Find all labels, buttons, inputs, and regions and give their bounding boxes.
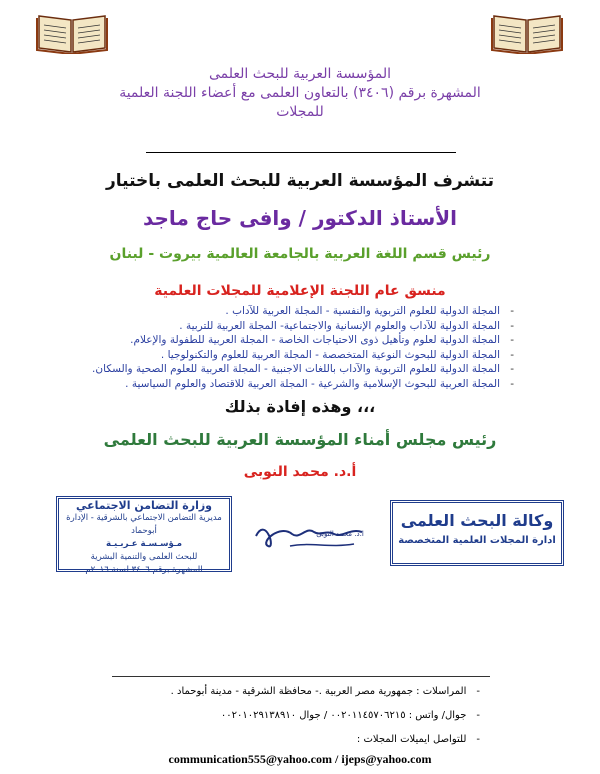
bullet: - bbox=[476, 686, 480, 697]
open-book-icon bbox=[490, 6, 564, 54]
footer-address: -المراسلات : جمهورية مصر العربية .- محافظة الشرقية - مدينة أبوحماد . bbox=[170, 686, 480, 697]
open-book-icon bbox=[35, 6, 109, 54]
stamp-line: وزارة التضامن الاجتماعي bbox=[75, 499, 213, 512]
honoree-position: رئيس قسم اللغة العربية بالجامعة العالمية بيروت - لبنان bbox=[109, 246, 491, 262]
stamp-line: للبحث العلمى والتنمية البشرية bbox=[90, 552, 198, 562]
header-registration: المشهرة برقم (٣٤٠٦) بالتعاون العلمى مع أعضاء اللجنة العلمية bbox=[119, 85, 481, 101]
stamp-line: المشهرة برقم ٣٤٠٦ لسنة ٢٠١٦م bbox=[85, 565, 203, 575]
footer-emails[interactable]: communication555@yahoo.com / ijeps@yahoo.com bbox=[168, 752, 432, 766]
signer-name: أ.د. محمد النوبى bbox=[243, 464, 357, 480]
header-org-name: المؤسسة العربية للبحث العلمى bbox=[208, 66, 392, 82]
list-item: - المجلة الدولية للعلوم التربوية والنفسية - المجلة العربية للآداب . bbox=[225, 305, 514, 317]
signature-label: ا.د. محمد النوبى bbox=[316, 530, 364, 538]
stamp-line: مديرية التضامن الاجتماعي بالشرقية - الإدارة أبوحماد bbox=[66, 513, 222, 536]
list-item: - المجلة الدولية للعلوم التربوية والآداب باللغات الاجنبية - المجلة العربية للعلوم الصحية والسكان. bbox=[92, 363, 514, 375]
header-journals: للمجلات bbox=[276, 104, 324, 120]
list-item: - المجلة الدولية للبحوث النوعية المتخصصة - المجلة العربية للعلوم والتكنولوجيا . bbox=[160, 348, 514, 361]
council-title: رئيس مجلس أمناء المؤسسة العربية للبحث العلمى bbox=[103, 430, 497, 449]
bullet: - bbox=[476, 734, 480, 745]
stamp-line: ادارة المجلات العلمية المتخصصة bbox=[398, 535, 556, 546]
ministry-stamp bbox=[56, 496, 232, 575]
list-item: - المجلة الدولية لعلوم وتأهيل ذوى الاحتياجات الخاصة - المجلة العربية للطفولة والإعلام. bbox=[130, 334, 514, 346]
list-item: - المجلة الدولية للآداب والعلوم الإنسانية والاجتماعية- المجلة العربية للتربية . bbox=[179, 319, 514, 332]
research-agency-stamp bbox=[390, 500, 564, 566]
honoree-name: الأستاذ الدكتور / وافى حاج ماجد bbox=[142, 206, 458, 230]
footer-phones: -جوال/ واتس : ٠٠٢٠١١٤٥٧٠٦٢١٥ / جوال ٠٠٢٠١٠٢٩١٣٨٩١٠ bbox=[220, 710, 480, 721]
footer-divider bbox=[112, 676, 490, 677]
stamp-line: وكالة البحث العلمى bbox=[400, 511, 554, 530]
list-item: - المجلة العربية للبحوث الإسلامية والشرعية - المجلة العربية للاقتصاد والعلوم السياسية . bbox=[125, 377, 514, 390]
journals-list bbox=[44, 304, 514, 391]
closing-text: وهذه إفادة بذلك ،،، bbox=[224, 397, 376, 416]
stamp-line: مـؤسـسـة عـربـيـة bbox=[105, 539, 183, 549]
bullet: - bbox=[476, 710, 480, 721]
divider bbox=[146, 152, 456, 153]
footer-emails-label: -للتواصل ايميلات المجلات : bbox=[356, 734, 480, 745]
intro-text: تتشرف المؤسسة العربية للبحث العلمى باختيار bbox=[105, 171, 495, 191]
honoree-role: منسق عام اللجنة الإعلامية للمجلات العلمية bbox=[154, 283, 446, 299]
